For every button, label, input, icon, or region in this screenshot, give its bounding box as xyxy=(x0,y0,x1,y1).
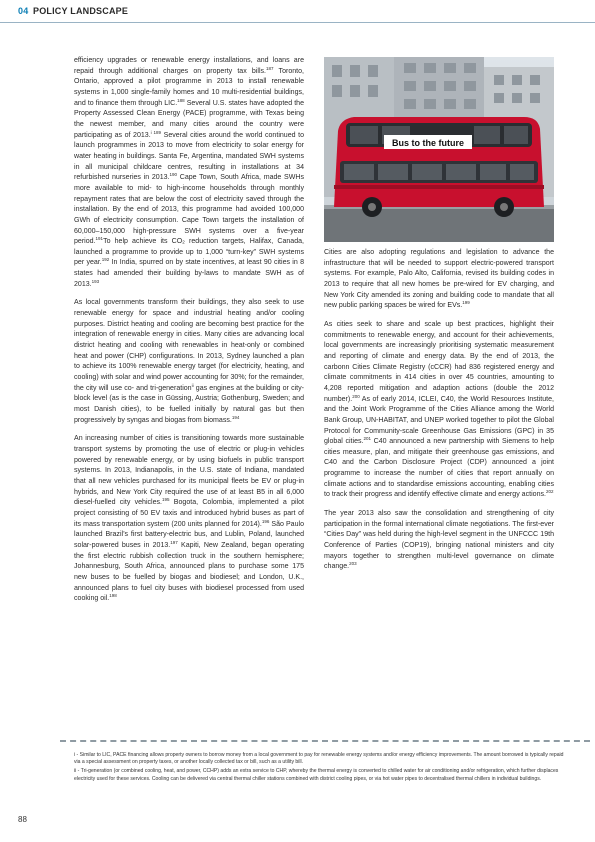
text-run: São Paulo launched Brazil’s first battery-electric bus, and Lublin, Poland, launched solar-powered buses in 2013. xyxy=(74,520,304,549)
endnote-ref[interactable]: 203 xyxy=(349,561,357,567)
endnote-ref[interactable]: 201 xyxy=(363,436,371,442)
footnote-divider xyxy=(60,740,590,742)
bus-banner-text: Bus to the future xyxy=(392,138,464,148)
text-run: An increasing number of cities is transitioning towards more sustainable transport systems by promoting the use of electric or plug-in vehicles powered by renewable energy, or by using biofuels in public transport systems. In 2013, Indianapolis, in the U.S. state of Indiana, mandated that all new vehicles purchased for its municipal fleets be EV or plug-in hybrids, and New York City required the use of at least B5 in all 6,000 diesel-fuelled city vehicles. xyxy=(74,435,304,507)
footnote-ref[interactable]: ii xyxy=(191,382,194,388)
bus-illustration xyxy=(324,57,554,242)
paragraph xyxy=(74,56,304,290)
endnote-ref[interactable]: 197 xyxy=(170,539,178,545)
endnote-ref[interactable]: 196 xyxy=(261,518,270,524)
endnote-ref[interactable]: 195 xyxy=(162,497,170,503)
text-run: The year 2013 also saw the consolidation and strengthening of city participation in the formal international climate negotiations. The first-ever “Cities Day” was held during the high-level segment in the UNFCCC 19th Conference of Parties (COP19), bringing national ministers and city mayors together to strengthen multi-level governance on climate change. xyxy=(324,510,554,571)
endnote-ref[interactable]: 190 xyxy=(169,172,178,178)
section-number: 04 xyxy=(18,6,29,16)
footnote-ii: ii - Tri-generation (or combined cooling, heat, and power, CCHP) adds an extra service to CHP, whereby the thermal energy is converted to chilled water for air conditioning and/or refrigeration, which further displaces electricity used for these services. Cooling can be delivered via central thermal chiller stations combined with district cooling pipes, or via hot water pipes to decentralised thermal chillers in individual buildings. xyxy=(74,768,559,782)
footnotes xyxy=(74,752,564,785)
paragraph xyxy=(324,509,554,573)
text-run: Several U.S. states have adopted the Property Assessed Clean Energy (PACE) programme, with Texas being the newest member, and many cities around the country were participating as of 2013. xyxy=(74,99,304,139)
text-run: Cape Town, South Africa, made SWHs more available to mid- to high-income households through monthly repayment rates that are below the cost of electricity saved through the installation. By the end of 2013, this programme had avoided 100,000 GWh of electricity consumption. Cape Town targets the installation of 60,000–150,000 high-pressure SWH systems over a five-year period. xyxy=(74,174,304,246)
endnote-ref[interactable]: 198 xyxy=(109,593,117,599)
paragraph xyxy=(324,320,554,501)
endnote-ref[interactable]: 202 xyxy=(545,489,554,495)
footnote-i: i - Similar to LIC, PACE financing allows property owners to borrow money from a local government to pay for renewable energy systems and/or energy efficiency improvements. The amount borrowed is typically repaid via a special assessment on property taxes, or another locally collected tax or bill, such as a utility bill. xyxy=(74,752,564,766)
endnote-ref[interactable]: 200 xyxy=(352,393,360,399)
text-run: To help achieve its CO₂ reduction targets, Halifax, Canada, launched a programme to provide up to 1,000 “turn-key” SWH systems per year. xyxy=(74,238,304,267)
section-header xyxy=(0,0,595,23)
text-run: efficiency upgrades or renewable energy installations, and loans are repaid through additional charges on property tax bills. xyxy=(74,57,304,75)
endnote-ref[interactable]: 192 xyxy=(101,257,110,263)
paragraph xyxy=(74,298,304,426)
text-run: Bogota, Colombia, implemented a pilot project consisting of 50 EV taxis and introduced hybrid buses as part of its mass transportation system (200 units planned for 2014). xyxy=(74,499,304,528)
endnote-ref[interactable]: 188 xyxy=(177,97,185,103)
endnote-ref[interactable]: 191 xyxy=(95,236,104,242)
endnote-ref[interactable]: 194 xyxy=(231,414,240,420)
paragraph xyxy=(324,248,554,312)
section-title: POLICY LANDSCAPE xyxy=(33,6,129,16)
text-run: Kapiti, New Zealand, began operating the first electric rubbish collection truck in the southern hemisphere; Johannesburg, South Africa, announced plans to purchase some 175 new buses to be fuelled by biogas and biodiesel; and London, U.K., announced plans to fuel city buses with biodiesel processed from used cooking oil. xyxy=(74,541,304,603)
left-column xyxy=(74,56,304,613)
text-run: As of early 2014, ICLEI, C40, the World Resources Institute, and the Joint Work Programme of the Cities Alliance among the World Bank Group, UN-HABITAT, and UNEP worked together to pilot the Global Protocol for Community-scale Greenhouse Gas Emissions (GPC) in 35 global cities. xyxy=(324,395,554,446)
text-run: C40 announced a new partnership with Siemens to help cities measure, plan, and mitigate their greenhouse gas emissions, and C40 and the Carbon Disclosure Project (CDP) announced a joint programme to increase the number of cities that report annually on climate actions and to standardise emissions accounting, enabling cities to track their progress and identify effective climate and energy actions. xyxy=(324,438,554,499)
paragraph xyxy=(74,434,304,605)
page-number: 88 xyxy=(18,815,27,824)
text-run: Toronto, Ontario, approved a pilot programme in 2013 to install renewable systems in 1,000 single-family homes and 10 multi-residential buildings, and to finance them through LIC. xyxy=(74,67,305,107)
text-run: In India, spurred on by state incentives, at least 90 cities in 8 states had amended their building by-laws to mandate SWH as of 2013. xyxy=(74,259,305,288)
bus-photo xyxy=(324,57,554,242)
endnote-ref[interactable]: 187 xyxy=(266,65,274,71)
endnote-ref[interactable]: 193 xyxy=(91,278,100,284)
text-run: Cities are also adopting regulations and legislation to advance the infrastructure that will be needed to support electric-powered transport systems. For example, Palo Alto, California, revised its building codes in 2013 to require that all new homes be pre-wired for EV charging, and New York City amended its zoning and building code to mandate that all new public parking spaces be wired for EVs. xyxy=(324,249,554,310)
text-run: As local governments transform their buildings, they also seek to use renewable energy for space and industrial heating and/or cooling purposes. District heating and cooling are becoming best practice for the integration of renewable energy in cities. Many cities are advancing local district heating and cooling with renewables in heat-only or combined heat and power (CHP) configurations. In 2013, Sydney launched a plan to achieve its 100% renewable energy target (for electricity, heating, and cooling) with solar and wind power accounting for 30%; for the remainder, the city will use co- and tri-generation xyxy=(74,299,304,392)
right-column xyxy=(324,248,554,581)
text-run: Several cities around the world continued to launch programmes in 2013 to move from electricity to solar energy for water heating in buildings. Santa Fe, Argentina, mandated SWH systems in all municipal childcare centres, resulting in installations at 34 refurbished nurseries in 2013. xyxy=(74,131,305,182)
endnote-ref[interactable]: 199 xyxy=(462,300,470,306)
text-run: gas engines at the building or city-block level (as is the case in Güssing, Austria; Gothenburg, Sweden; and most Danish cities), to be fuelled initially by natural gas but then progressively by syngas and biogas from biomass. xyxy=(74,384,304,424)
endnote-ref[interactable]: i 189 xyxy=(150,129,162,135)
text-run: As cities seek to share and scale up best practices, highlight their commitments to renewable energy, and account for their achievements, local governments are increasingly prioritising systematic measurement and reporting of climate and energy data. By the end of 2013, the carbonn Cities Climate Registry (cCCR) had 836 registered energy and climate commitments in 414 cities in over 45 countries, amounting to 4,208 reported mitigation and adaption actions (double the 2012 number). xyxy=(324,320,554,403)
